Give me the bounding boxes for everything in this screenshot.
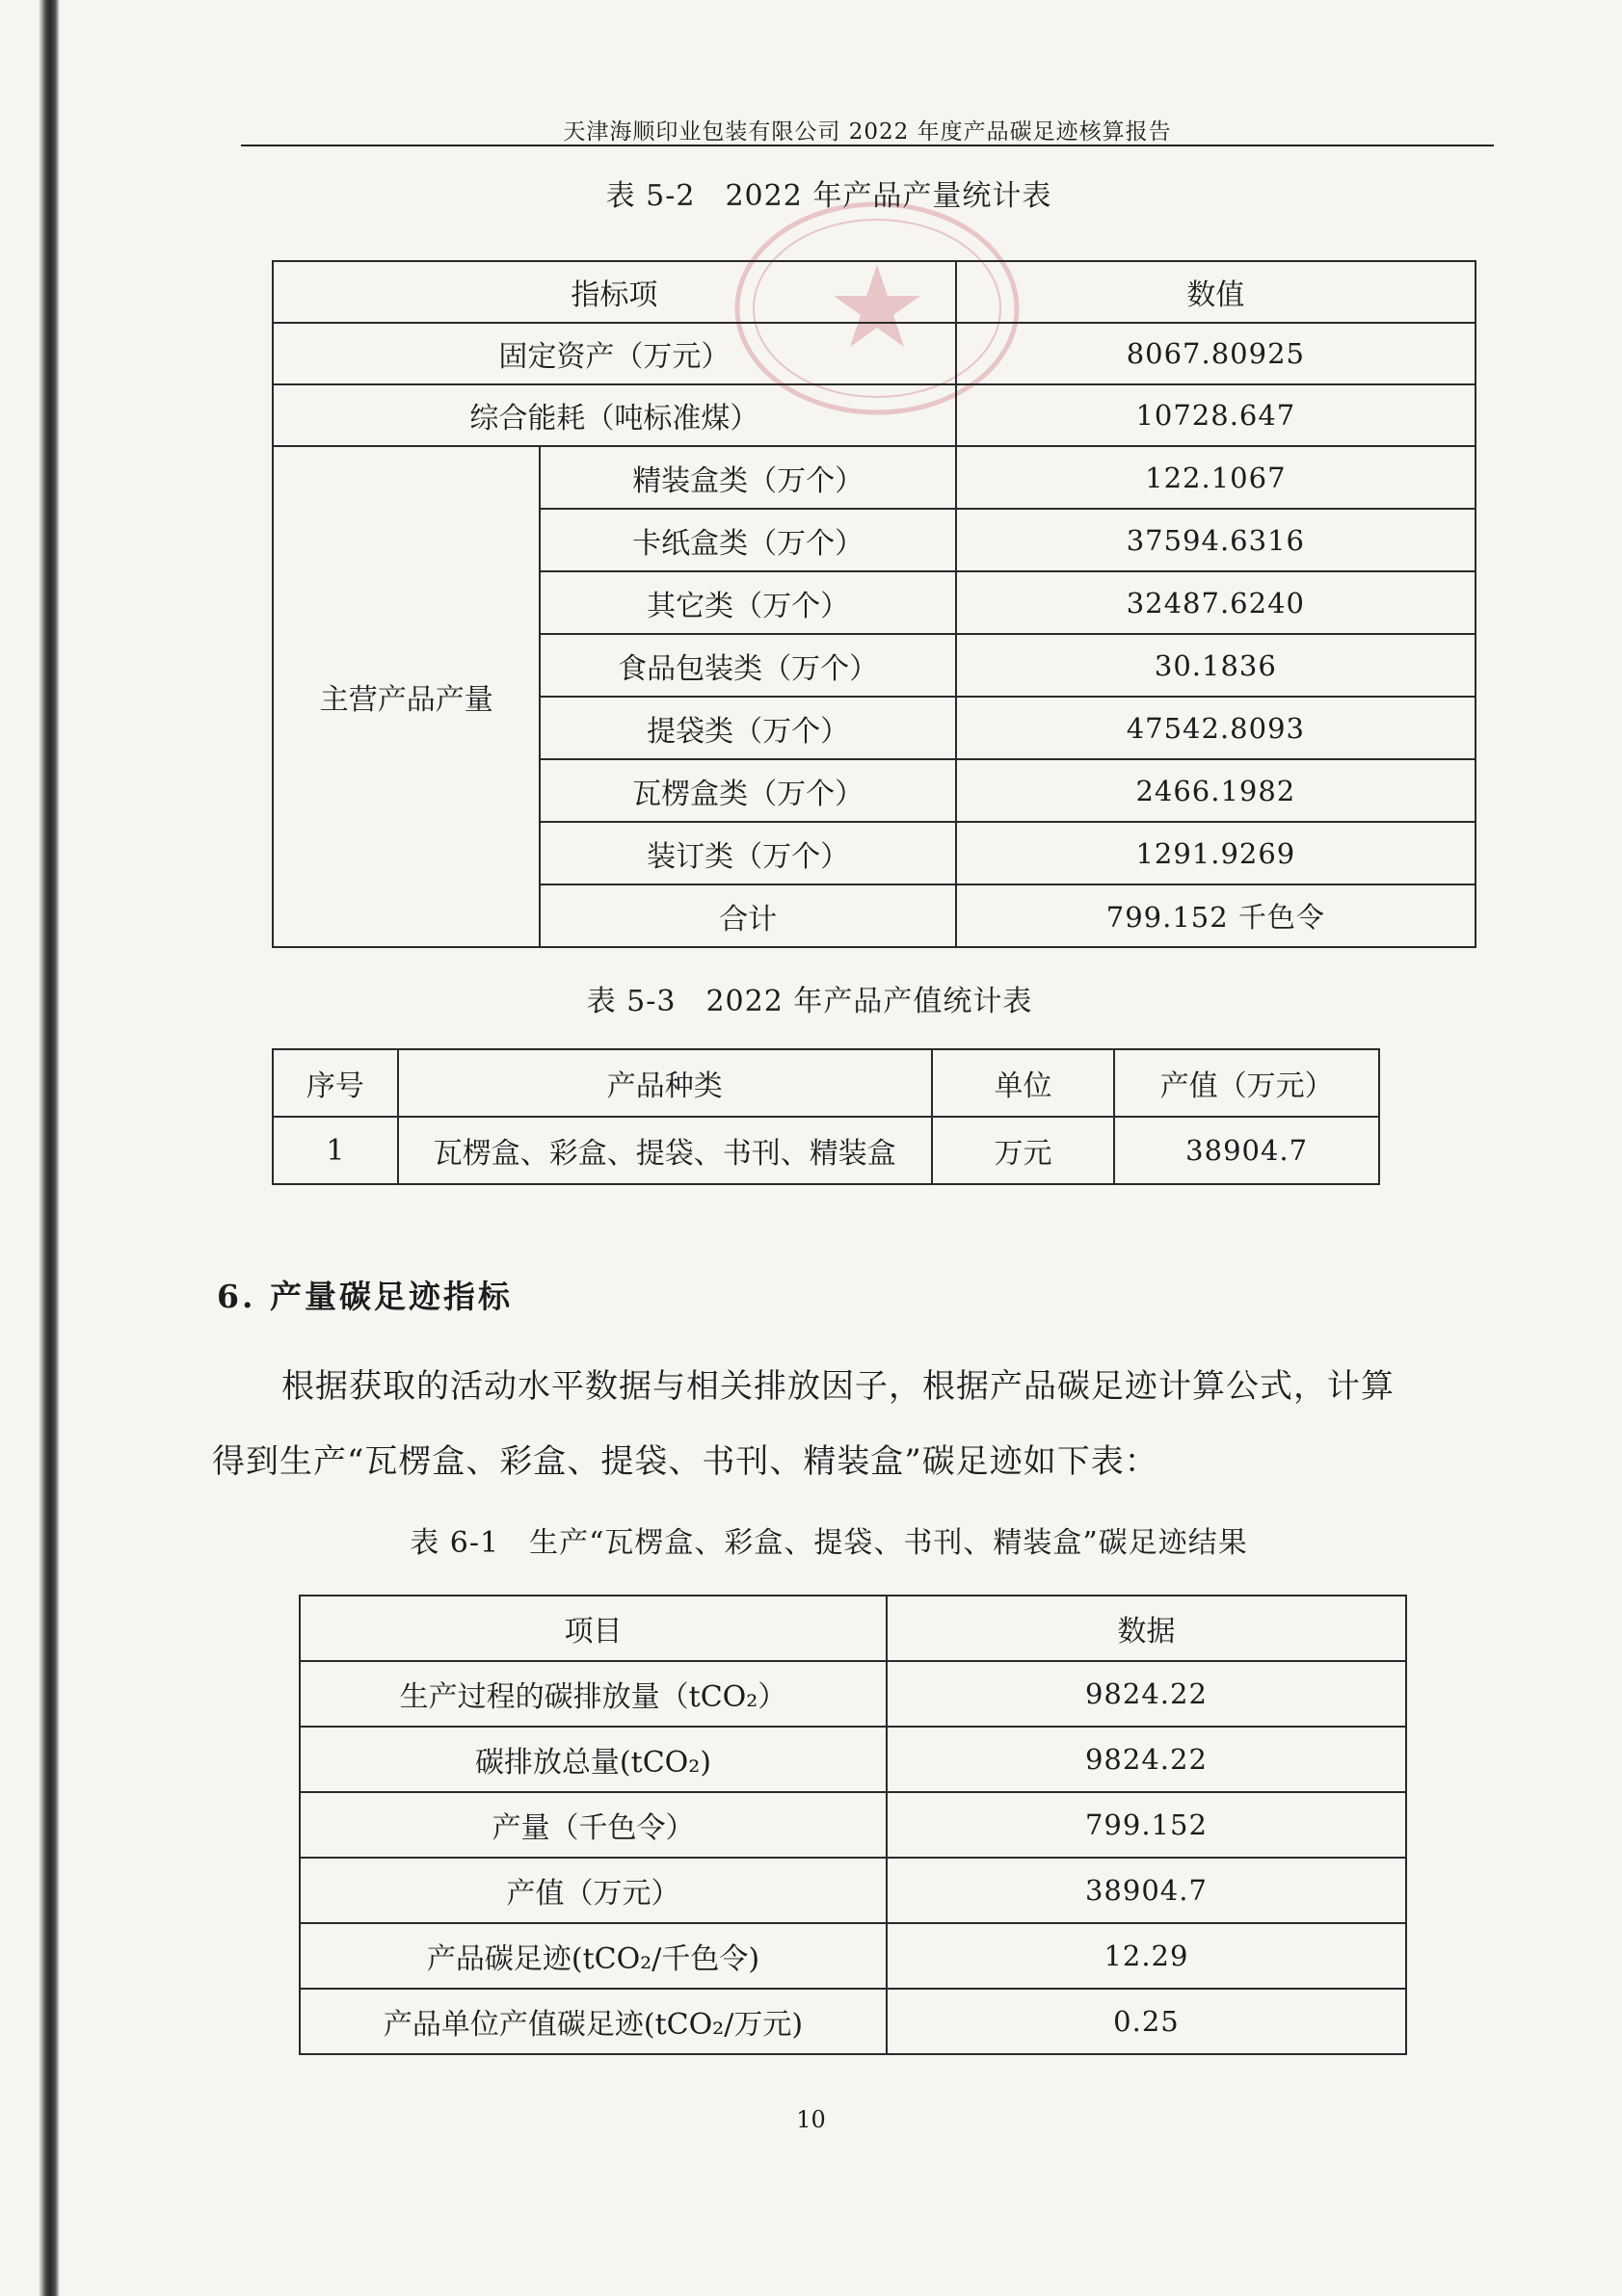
table-row [273, 1049, 1379, 1117]
section-6-paragraph-line-1: 根据获取的活动水平数据与相关排放因子，根据产品碳足迹计算公式，计算 [281, 1367, 1395, 1406]
row-label: 综合能耗（吨标准煤） [273, 384, 956, 446]
row-label: 产量（千色令） [300, 1792, 887, 1858]
table-header-no: 序号 [273, 1049, 398, 1117]
row-label: 提袋类（万个） [540, 697, 955, 759]
row-value: 30.1836 [956, 634, 1476, 697]
table-row [273, 261, 1476, 323]
row-label: 生产过程的碳排放量（tCO₂） [300, 1661, 887, 1727]
row-label: 装订类（万个） [540, 822, 955, 884]
row-value: 38904.7 [887, 1858, 1406, 1923]
table-header-value: 数据 [887, 1596, 1406, 1661]
table-row [273, 1117, 1379, 1184]
table-row [300, 1596, 1406, 1661]
table-6-1-caption: 表 6-1 生产“瓦楞盒、彩盒、提袋、书刊、精装盒”碳足迹结果 [410, 1526, 1248, 1560]
table-row [273, 323, 1476, 384]
row-label: 产品单位产值碳足迹(tCO₂/万元) [300, 1989, 887, 2054]
table-row [300, 1661, 1406, 1727]
table-5-3-caption: 表 5-3 2022 年产品产值统计表 [586, 985, 1033, 1018]
group-label: 主营产品产量 [273, 446, 540, 947]
row-label: 固定资产（万元） [273, 323, 956, 384]
row-label: 精装盒类（万个） [540, 446, 955, 509]
binding-shadow [39, 0, 60, 2296]
header-rule [241, 145, 1494, 146]
table-row [300, 1923, 1406, 1989]
row-unit: 万元 [932, 1117, 1115, 1184]
table-5-2-caption: 表 5-2 2022 年产品产量统计表 [605, 179, 1052, 213]
section-6-paragraph-line-2: 得到生产“瓦楞盒、彩盒、提袋、书刊、精装盒”碳足迹如下表： [212, 1442, 1158, 1481]
row-kind: 瓦楞盒、彩盒、提袋、书刊、精装盒 [398, 1117, 932, 1184]
table-row [273, 384, 1476, 446]
row-label: 产品碳足迹(tCO₂/千色令) [300, 1923, 887, 1989]
page-number: 10 [796, 2106, 826, 2133]
table-header-item: 指标项 [273, 261, 956, 323]
row-value: 2466.1982 [956, 759, 1476, 822]
table-header-kind: 产品种类 [398, 1049, 932, 1117]
row-value: 799.152 [887, 1792, 1406, 1858]
table-6-1 [299, 1595, 1407, 2055]
table-header-value: 产值（万元） [1114, 1049, 1379, 1117]
page-header-title: 天津海顺印业包装有限公司 2022 年度产品碳足迹核算报告 [563, 119, 1172, 145]
table-row [300, 1989, 1406, 2054]
row-value: 38904.7 [1114, 1117, 1379, 1184]
row-value: 1291.9269 [956, 822, 1476, 884]
row-value: 10728.647 [956, 384, 1476, 446]
row-value: 47542.8093 [956, 697, 1476, 759]
row-value: 8067.80925 [956, 323, 1476, 384]
table-row [300, 1792, 1406, 1858]
row-label: 食品包装类（万个） [540, 634, 955, 697]
row-value: 799.152 千色令 [956, 884, 1476, 947]
table-header-unit: 单位 [932, 1049, 1115, 1117]
row-value: 9824.22 [887, 1661, 1406, 1727]
row-value: 32487.6240 [956, 571, 1476, 634]
row-label: 产值（万元） [300, 1858, 887, 1923]
table-header-item: 项目 [300, 1596, 887, 1661]
table-5-2 [272, 260, 1476, 948]
row-label: 合计 [540, 884, 955, 947]
row-label: 其它类（万个） [540, 571, 955, 634]
row-value: 37594.6316 [956, 509, 1476, 571]
row-label: 卡纸盒类（万个） [540, 509, 955, 571]
row-value: 0.25 [887, 1989, 1406, 2054]
row-label: 瓦楞盒类（万个） [540, 759, 955, 822]
table-row [273, 446, 1476, 509]
table-header-value: 数值 [956, 261, 1476, 323]
row-no: 1 [273, 1117, 398, 1184]
table-5-3 [272, 1048, 1380, 1185]
row-value: 12.29 [887, 1923, 1406, 1989]
row-label: 碳排放总量(tCO₂) [300, 1727, 887, 1792]
row-value: 9824.22 [887, 1727, 1406, 1792]
section-6-title: 6. 产量碳足迹指标 [217, 1278, 513, 1315]
table-row [300, 1858, 1406, 1923]
row-value: 122.1067 [956, 446, 1476, 509]
table-row [300, 1727, 1406, 1792]
